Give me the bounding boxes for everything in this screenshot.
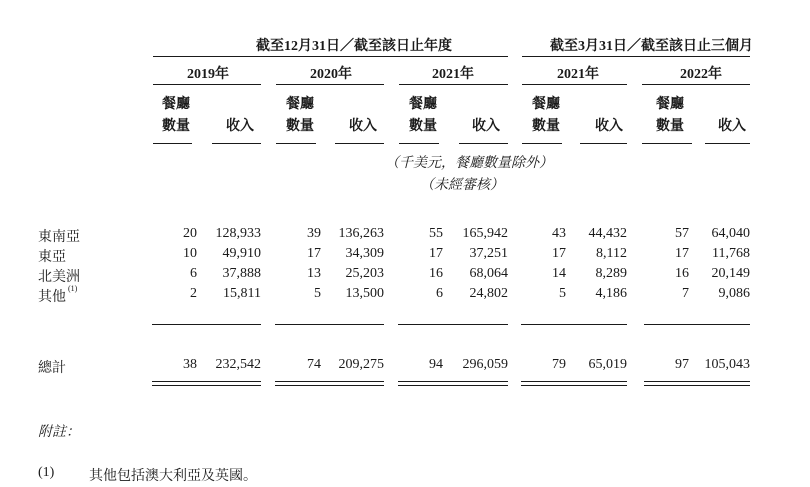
count-label-2021: 餐廳 數量 [409, 97, 437, 134]
col-rule [153, 143, 192, 144]
total-cell: 97 [675, 357, 689, 372]
total-double-rule [677, 381, 750, 386]
col-rule [335, 143, 384, 144]
table-cell: 25,203 [345, 266, 384, 281]
col-rule [459, 143, 508, 144]
table-cell: 55 [429, 226, 443, 241]
table-cell: 37,888 [222, 266, 261, 281]
count-label-2020: 餐廳 數量 [286, 97, 314, 134]
table-cell: 17 [552, 246, 566, 261]
notes-heading: 附註： [38, 425, 80, 440]
row-label: 東南亞 [38, 230, 80, 245]
footnote-ref: (1) [68, 284, 78, 293]
table-cell: 10 [183, 246, 197, 261]
col-rule [399, 143, 439, 144]
total-label: 總計 [38, 361, 66, 376]
table-cell: 17 [307, 246, 321, 261]
total-cell: 79 [552, 357, 566, 372]
table-cell: 6 [190, 266, 197, 281]
table-cell: 57 [675, 226, 689, 241]
annual-header-rule [153, 56, 508, 57]
col-rule [580, 143, 627, 144]
total-cell: 38 [183, 357, 197, 372]
table-cell: 37,251 [469, 246, 508, 261]
year-rule-2021-q [522, 84, 627, 85]
table-cell: 7 [682, 286, 689, 301]
total-cell: 232,542 [215, 357, 261, 372]
revenue-label-2019: 收入 [226, 119, 254, 134]
col-rule [642, 143, 692, 144]
table-cell: 13 [307, 266, 321, 281]
year-rule-2020 [276, 84, 384, 85]
row-label: 東亞 [38, 250, 66, 265]
table-cell: 24,802 [469, 286, 508, 301]
total-cell: 94 [429, 357, 443, 372]
table-cell: 11,768 [712, 246, 750, 261]
year-header-2019: 2019年 [187, 67, 229, 82]
table-cell: 8,289 [595, 266, 627, 281]
col-rule [276, 143, 316, 144]
year-header-2021-q: 2021年 [557, 67, 599, 82]
total-double-rule [431, 381, 508, 386]
total-double-rule [552, 381, 627, 386]
table-cell: 15,811 [223, 286, 261, 301]
table-cell: 13,500 [345, 286, 384, 301]
note-text: 其他包括澳大利亞及英國。 [89, 469, 257, 484]
year-header-2021: 2021年 [432, 67, 474, 82]
annual-period-header: 截至12月31日／截至該日止年度 [256, 39, 452, 54]
table-cell: 128,933 [215, 226, 261, 241]
table-cell: 9,086 [718, 286, 750, 301]
year-rule-2022-q [642, 84, 750, 85]
total-cell: 209,275 [338, 357, 384, 372]
table-cell: 44,432 [588, 226, 627, 241]
table-cell: 49,910 [222, 246, 261, 261]
row-label: 其他 [38, 290, 66, 305]
table-cell: 14 [552, 266, 566, 281]
table-cell: 136,263 [338, 226, 384, 241]
table-cell: 17 [429, 246, 443, 261]
table-cell: 20,149 [711, 266, 750, 281]
subtotal-rule [431, 324, 508, 325]
table-cell: 4,186 [595, 286, 627, 301]
total-cell: 296,059 [462, 357, 508, 372]
table-cell: 5 [314, 286, 321, 301]
table-cell: 17 [675, 246, 689, 261]
quarter-header-rule [522, 56, 750, 57]
total-double-rule [307, 381, 384, 386]
table-cell: 20 [183, 226, 197, 241]
total-cell: 65,019 [588, 357, 627, 372]
total-double-rule [184, 381, 261, 386]
subtotal-rule [184, 324, 261, 325]
year-header-2020: 2020年 [310, 67, 352, 82]
total-cell: 105,043 [704, 357, 750, 372]
col-rule [705, 143, 750, 144]
table-cell: 16 [429, 266, 443, 281]
total-cell: 74 [307, 357, 321, 372]
revenue-label-2021-q: 收入 [595, 119, 623, 134]
year-rule-2019 [153, 84, 261, 85]
count-label-2022-q: 餐廳 數量 [656, 97, 684, 134]
revenue-label-2020: 收入 [349, 119, 377, 134]
col-rule [212, 143, 261, 144]
revenue-label-2022-q: 收入 [718, 119, 746, 134]
col-rule [522, 143, 562, 144]
table-cell: 6 [436, 286, 443, 301]
quarter-period-header: 截至3月31日／截至該日止三個月 [550, 39, 753, 54]
unaudited-note: （未經審核） [420, 178, 504, 193]
note-marker: (1) [38, 465, 55, 480]
table-cell: 39 [307, 226, 321, 241]
table-cell: 165,942 [462, 226, 508, 241]
table-cell: 8,112 [596, 246, 627, 261]
table-cell: 2 [190, 286, 197, 301]
revenue-label-2021: 收入 [472, 119, 500, 134]
table-cell: 43 [552, 226, 566, 241]
subtotal-rule [307, 324, 384, 325]
year-header-2022-q: 2022年 [680, 67, 722, 82]
row-label: 北美洲 [38, 270, 80, 285]
subtotal-rule [677, 324, 750, 325]
year-rule-2021 [399, 84, 508, 85]
count-label-2021-q: 餐廳 數量 [532, 97, 560, 134]
table-cell: 68,064 [469, 266, 508, 281]
unit-note: （千美元，餐廳數量除外） [385, 156, 553, 171]
count-label-2019: 餐廳 數量 [162, 97, 190, 134]
table-cell: 34,309 [345, 246, 384, 261]
table-cell: 16 [675, 266, 689, 281]
subtotal-rule [552, 324, 627, 325]
table-cell: 5 [559, 286, 566, 301]
table-cell: 64,040 [711, 226, 750, 241]
